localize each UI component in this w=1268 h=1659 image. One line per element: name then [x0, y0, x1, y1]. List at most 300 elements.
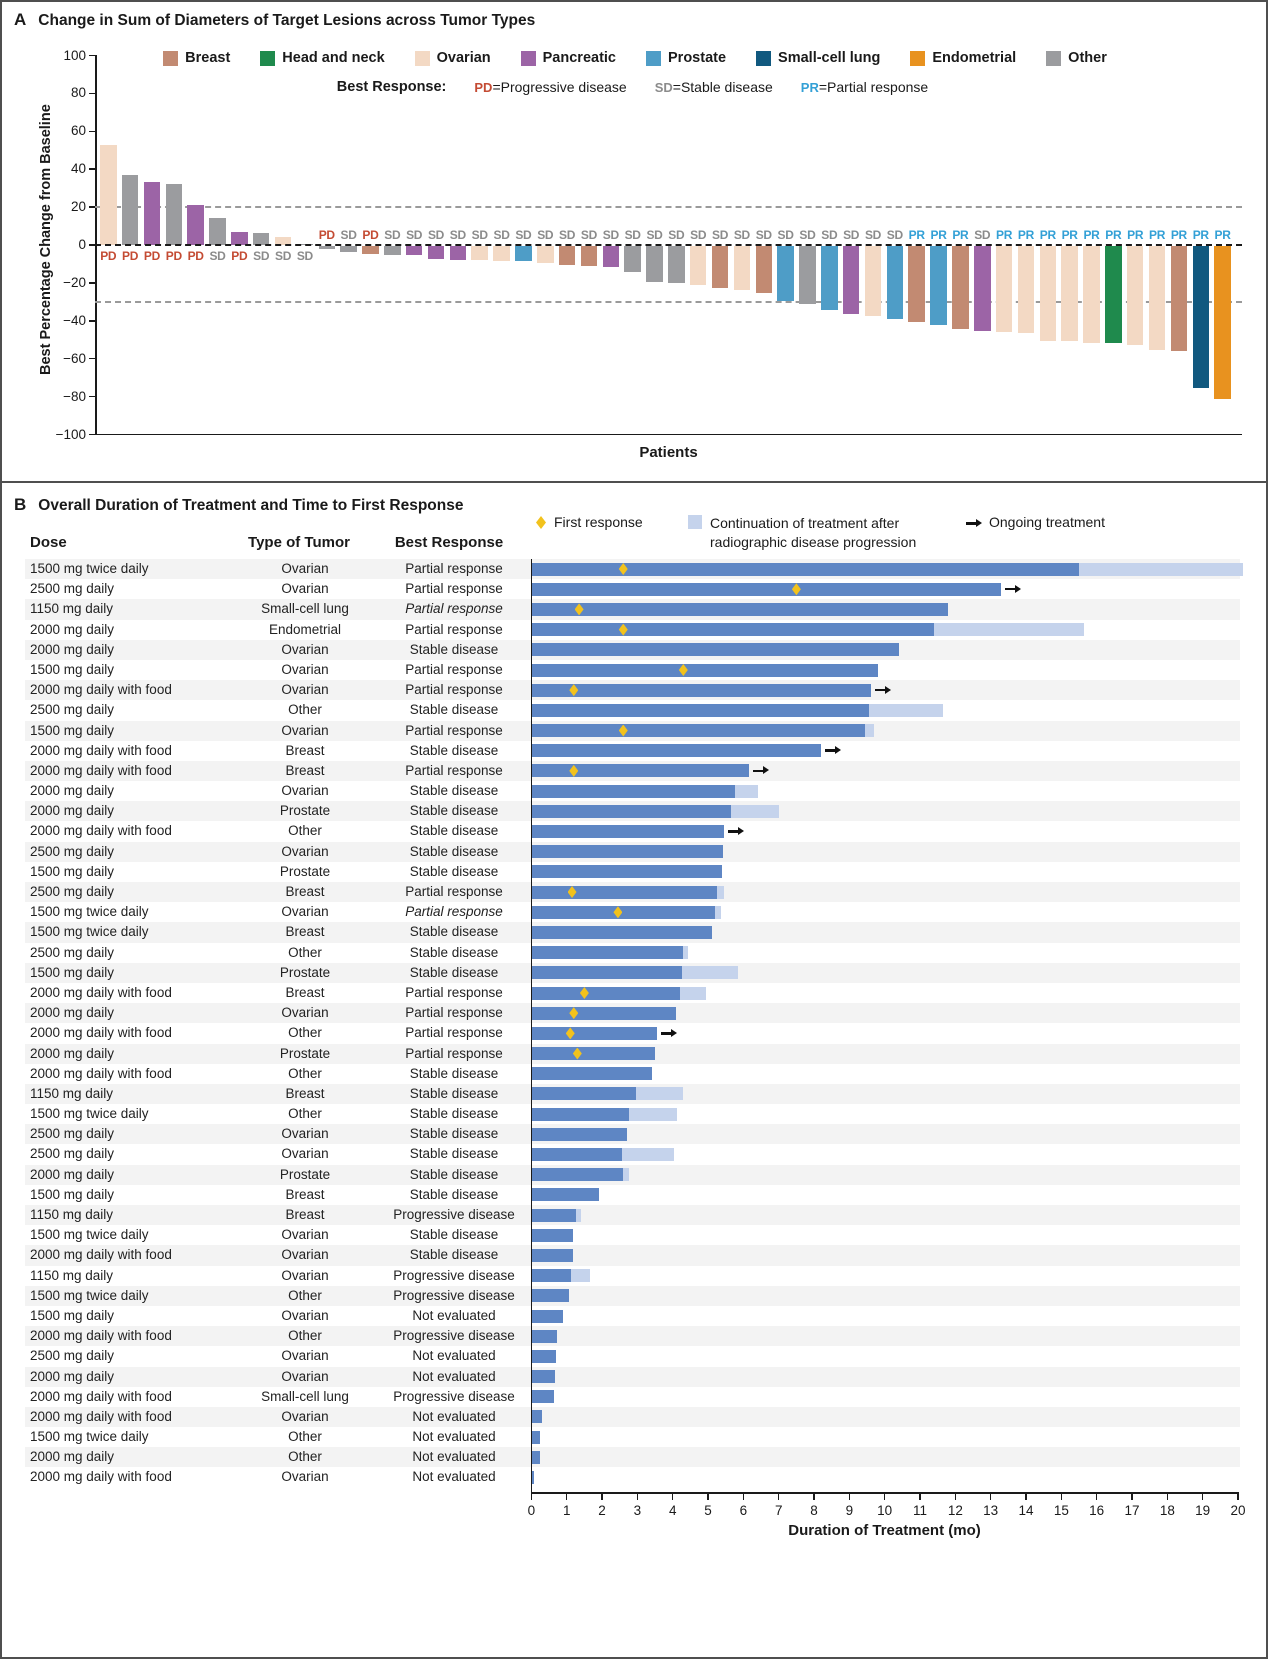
continuation-bar: [576, 1209, 581, 1222]
continuation-bar: [683, 946, 688, 959]
x-tick-mark: [743, 1493, 745, 1500]
treatment-bar: [531, 906, 715, 919]
tumor-cell: Other: [288, 1065, 322, 1081]
x-tick-mark: [1096, 1493, 1098, 1500]
x-tick-mark: [990, 1493, 992, 1500]
response-label: PR: [1083, 228, 1100, 242]
dose-cell: 1150 mg daily: [30, 1207, 114, 1222]
treatment-bar: [531, 1310, 563, 1323]
treatment-bar: [531, 1067, 651, 1080]
response-cell: Stable disease: [409, 702, 499, 718]
continuation-bar: [682, 966, 739, 979]
ongoing-arrow-icon: [728, 830, 739, 833]
response-label: SD: [646, 228, 663, 242]
x-tick-label: 17: [1124, 1503, 1140, 1518]
dose-cell: 1500 mg daily: [30, 863, 115, 879]
waterfall-bar: [996, 246, 1013, 332]
response-cell: Not evaluated: [412, 1348, 496, 1364]
dose-cell: 2500 mg daily: [30, 1146, 115, 1162]
treatment-bar: [531, 744, 821, 757]
dose-cell: 1500 mg twice daily: [30, 1227, 149, 1243]
response-label: SD: [843, 228, 860, 242]
treatment-bar: [531, 684, 870, 697]
response-label: SD: [493, 228, 510, 242]
response-label: SD: [886, 228, 903, 242]
response-cell: Stable disease: [409, 944, 499, 960]
response-label: SD: [427, 228, 445, 242]
tumor-cell: Small-cell lung: [261, 601, 349, 617]
ongoing-arrow-icon: [825, 749, 836, 752]
dose-cell: 1150 mg daily: [30, 1085, 114, 1101]
x-tick-label: 15: [1053, 1503, 1069, 1518]
panel-b-header: [14, 495, 463, 515]
treatment-bar: [531, 1027, 656, 1040]
panel-divider: [0, 481, 1268, 483]
panel-b-letter: B: [14, 495, 27, 514]
legend-ongoing: [966, 514, 1105, 530]
response-label: SD: [384, 228, 401, 242]
response-label: PR: [952, 228, 969, 242]
waterfall-bar: [187, 205, 204, 245]
tumor-cell: Ovarian: [281, 1126, 329, 1142]
x-tick-label: 9: [845, 1503, 854, 1518]
treatment-bar: [531, 966, 681, 979]
waterfall-bar: [122, 175, 139, 245]
response-label: SD: [515, 228, 532, 242]
waterfall-bar: [974, 246, 991, 331]
legend-label: Head and neck: [282, 50, 385, 66]
response-cell: Partial response: [405, 682, 503, 698]
treatment-bar: [531, 1451, 540, 1464]
y-tick-label: 100: [63, 47, 86, 63]
legend-first-response-label: First response: [554, 514, 643, 530]
treatment-bar: [531, 1431, 540, 1444]
x-tick-mark: [813, 1493, 815, 1500]
legend-label: Breast: [185, 50, 231, 66]
dose-cell: 2000 mg daily with food: [30, 1065, 172, 1081]
waterfall-bar: [712, 246, 729, 288]
x-tick-mark: [849, 1493, 851, 1500]
response-label: SD: [296, 249, 313, 263]
response-cell: Partial response: [405, 722, 503, 738]
waterfall-bar: [1083, 246, 1100, 343]
waterfall-bar: [1127, 246, 1144, 345]
tumor-cell: Breast: [285, 1186, 325, 1202]
response-label: PD: [318, 228, 335, 242]
dose-cell: 2500 mg daily: [30, 702, 115, 718]
treatment-bar: [531, 724, 864, 737]
response-label: SD: [799, 228, 816, 242]
response-cell: Partial response: [405, 984, 503, 1000]
tumor-cell: Prostate: [279, 1045, 331, 1061]
continuation-bar: [629, 1108, 677, 1121]
x-tick-label: 18: [1159, 1503, 1175, 1518]
swimmer-row: [25, 1266, 1240, 1286]
tumor-cell: Prostate: [279, 964, 331, 980]
waterfall-bar: [384, 246, 401, 255]
response-cell: Stable disease: [409, 641, 499, 657]
response-label: PD: [122, 249, 139, 263]
response-cell: Stable disease: [409, 742, 499, 758]
ongoing-arrow-icon: [1005, 588, 1016, 591]
response-label: PD: [231, 249, 248, 263]
dose-cell: 2000 mg daily: [30, 803, 115, 819]
response-cell: Progressive disease: [393, 1207, 515, 1222]
tumor-cell: Other: [288, 1106, 322, 1122]
tumor-cell: Prostate: [279, 863, 331, 879]
treatment-bar: [531, 603, 948, 616]
x-tick-mark: [531, 1493, 533, 1500]
treatment-bar: [531, 785, 734, 798]
x-tick-label: 6: [739, 1503, 748, 1518]
swimmer-row: [25, 1225, 1240, 1245]
response-label: SD: [449, 228, 466, 242]
waterfall-bar: [1040, 246, 1057, 341]
x-tick-mark: [1237, 1493, 1239, 1500]
tumor-cell: Other: [288, 944, 322, 960]
treatment-bar: [531, 1370, 555, 1383]
ongoing-arrow-icon: [661, 1032, 672, 1035]
response-label: SD: [755, 228, 772, 242]
swimmer-row: [25, 1467, 1240, 1487]
response-label: SD: [821, 228, 838, 242]
x-tick-label: 13: [983, 1503, 999, 1518]
continuation-bar: [680, 987, 706, 1000]
x-tick-mark: [1131, 1493, 1133, 1500]
response-label: PR: [1105, 228, 1122, 242]
continuation-bar: [715, 906, 721, 919]
panel-b-xlabel: Duration of Treatment (mo): [788, 1522, 981, 1539]
legend-label: Pancreatic: [542, 50, 616, 66]
ongoing-arrow-icon: [966, 522, 977, 525]
y-tick-label: −60: [63, 350, 86, 366]
tumor-cell: Ovarian: [281, 1267, 329, 1283]
response-label: SD: [537, 228, 554, 242]
y-tick-label: 20: [70, 199, 86, 215]
dose-cell: 1500 mg twice daily: [30, 904, 149, 920]
swimmer-row: [25, 741, 1240, 761]
response-label: PR: [1017, 228, 1034, 242]
waterfall-bar: [100, 145, 117, 245]
panel-b-yaxis-line: [531, 559, 533, 1493]
swimmer-row: [25, 1064, 1240, 1084]
panel-b-title: Overall Duration of Treatment and Time to First Response: [38, 497, 464, 514]
swimmer-row: [25, 963, 1240, 983]
x-tick-label: 7: [774, 1503, 783, 1518]
response-cell: Not evaluated: [412, 1449, 496, 1465]
swimmer-row: [25, 862, 1240, 882]
swimmer-row: [25, 721, 1240, 741]
response-cell: Stable disease: [409, 1065, 499, 1081]
response-label: SD: [777, 228, 794, 242]
tumor-cell: Breast: [285, 884, 325, 899]
x-tick-mark: [707, 1493, 709, 1500]
treatment-bar: [531, 1249, 572, 1262]
tumor-cell: Breast: [285, 1085, 325, 1101]
y-tick-label: −20: [63, 274, 86, 290]
tumor-cell: Ovarian: [281, 661, 329, 677]
treatment-bar: [531, 1188, 598, 1201]
response-cell: Partial response: [405, 1045, 503, 1061]
best-response-prefix: Best Response:: [336, 79, 447, 95]
response-label: SD: [340, 228, 357, 242]
tumor-cell: Prostate: [279, 1166, 331, 1182]
dose-cell: 2000 mg daily with food: [30, 1247, 172, 1263]
treatment-bar: [531, 583, 1001, 596]
dose-cell: 1500 mg twice daily: [30, 1106, 149, 1122]
continuation-bar: [865, 724, 875, 737]
response-cell: Not evaluated: [412, 1429, 496, 1445]
continuation-bar: [731, 805, 779, 818]
response-label: SD: [406, 228, 423, 242]
best-response-item-SD: SD=Stable disease: [654, 79, 773, 95]
response-label: PD: [165, 249, 182, 263]
response-cell: Stable disease: [409, 863, 499, 879]
treatment-bar: [531, 926, 712, 939]
x-tick-mark: [1061, 1493, 1063, 1500]
legend-label: Small-cell lung: [778, 50, 881, 66]
response-cell: Progressive disease: [393, 1388, 515, 1404]
tumor-cell: Ovarian: [281, 1146, 329, 1162]
response-label: PR: [996, 228, 1013, 242]
best-response-item-PR: PR=Partial response: [800, 79, 929, 95]
dose-cell: 2000 mg daily: [30, 621, 115, 637]
swimmer-row: [25, 922, 1240, 942]
treatment-bar: [531, 1269, 571, 1282]
dose-cell: 2500 mg daily: [30, 1126, 115, 1142]
x-tick-label: 5: [704, 1503, 712, 1518]
continuation-bar: [571, 1269, 589, 1282]
swimmer-row: [25, 983, 1240, 1003]
swimmer-row: [25, 599, 1240, 619]
dose-cell: 2500 mg daily: [30, 843, 115, 859]
swimmer-row: [25, 842, 1240, 862]
waterfall-bar: [799, 246, 816, 304]
treatment-bar: [531, 865, 722, 878]
continuation-bar: [623, 1168, 629, 1181]
swimmer-row: [25, 943, 1240, 963]
response-cell: Stable disease: [409, 924, 499, 940]
waterfall-bar: [646, 246, 663, 282]
response-cell: Progressive disease: [393, 1287, 515, 1303]
treatment-bar: [531, 623, 934, 636]
swimmer-row: [25, 660, 1240, 680]
response-cell: Stable disease: [409, 1166, 499, 1182]
swimmer-row: [25, 579, 1240, 599]
response-cell: Not evaluated: [412, 1307, 496, 1323]
y-tick-label: 60: [70, 123, 86, 139]
treatment-bar: [531, 1108, 629, 1121]
waterfall-bar: [406, 246, 423, 255]
swimmer-row: [25, 882, 1240, 902]
swimmer-row: [25, 902, 1240, 922]
tumor-cell: Endometrial: [268, 621, 342, 637]
x-tick-label: 19: [1195, 1503, 1211, 1518]
waterfall-bar: [450, 246, 467, 260]
swimmer-row: [25, 1003, 1240, 1023]
treatment-bar: [531, 1410, 542, 1423]
waterfall-bar: [1149, 246, 1166, 350]
dose-cell: 1500 mg daily: [30, 722, 115, 738]
dose-cell: 2000 mg daily with food: [30, 1388, 172, 1404]
response-cell: Not evaluated: [412, 1368, 496, 1384]
response-cell: Stable disease: [409, 1186, 499, 1202]
panel-a-title: Change in Sum of Diameters of Target Lesions across Tumor Types: [38, 12, 536, 29]
response-label: PR: [1192, 228, 1209, 242]
swimmer-row: [25, 1367, 1240, 1387]
dose-cell: 2000 mg daily with food: [30, 742, 172, 758]
dose-cell: 2000 mg daily with food: [30, 1328, 172, 1344]
tumor-cell: Other: [288, 702, 322, 718]
tumor-cell: Other: [288, 1328, 322, 1344]
dose-cell: 1500 mg twice daily: [30, 1287, 149, 1303]
treatment-bar: [531, 1047, 655, 1060]
waterfall-bar: [209, 218, 226, 245]
y-tick-label: 0: [78, 237, 86, 252]
x-tick-label: 3: [633, 1503, 642, 1518]
dose-cell: 1150 mg daily: [30, 601, 114, 617]
treatment-bar: [531, 1007, 676, 1020]
dose-cell: 2000 mg daily: [30, 1045, 115, 1061]
swimmer-row: [25, 1023, 1240, 1043]
waterfall-bar: [865, 246, 882, 316]
x-tick-label: 20: [1230, 1503, 1246, 1518]
continuation-bar: [869, 704, 943, 717]
swimmer-row: [25, 761, 1240, 781]
dose-cell: 2000 mg daily: [30, 1449, 115, 1465]
dose-cell: 1500 mg twice daily: [30, 924, 149, 940]
dose-cell: 2000 mg daily with food: [30, 682, 172, 698]
swimmer-row: [25, 781, 1240, 801]
swimmer-row: [25, 620, 1240, 640]
response-cell: Stable disease: [409, 1106, 499, 1122]
tumor-cell: Breast: [285, 924, 325, 940]
treatment-bar: [531, 664, 877, 677]
response-label: PR: [1170, 228, 1187, 242]
response-label: PR: [1149, 228, 1166, 242]
tumor-cell: Breast: [285, 742, 325, 758]
response-cell: Partial response: [405, 561, 503, 576]
tumor-cell: Ovarian: [281, 1469, 329, 1485]
response-label: SD: [580, 228, 597, 242]
response-cell: Partial response: [405, 661, 503, 677]
response-cell: Partial response: [405, 904, 503, 920]
waterfall-bar: [930, 246, 947, 325]
response-label: SD: [275, 249, 292, 263]
response-cell: Partial response: [405, 581, 503, 597]
dose-cell: 2000 mg daily with food: [30, 762, 172, 778]
panel-a-header: [14, 10, 535, 30]
y-tick-label: −80: [63, 388, 86, 404]
swimmer-row: [25, 640, 1240, 660]
column-header-response: Best Response: [394, 534, 504, 551]
dose-cell: 1500 mg daily: [30, 964, 115, 980]
response-cell: Partial response: [405, 621, 503, 637]
waterfall-bar: [144, 182, 161, 245]
waterfall-bar: [1105, 246, 1122, 343]
waterfall-bar: [559, 246, 576, 265]
y-tick-label: 80: [70, 85, 86, 101]
waterfall-bar: [319, 246, 336, 249]
waterfall-bar: [1171, 246, 1188, 351]
treatment-bar: [531, 1209, 575, 1222]
response-cell: Stable disease: [409, 964, 499, 980]
response-cell: Stable disease: [409, 1227, 499, 1243]
response-cell: Partial response: [405, 1005, 503, 1021]
waterfall-bar: [821, 246, 838, 310]
response-label: PR: [1127, 228, 1144, 242]
response-cell: Partial response: [405, 1025, 503, 1041]
treatment-bar: [531, 886, 716, 899]
response-cell: Progressive disease: [393, 1328, 515, 1344]
x-tick-label: 10: [877, 1503, 893, 1518]
legend-label: Prostate: [668, 50, 727, 66]
dose-cell: 1150 mg daily: [30, 1267, 114, 1283]
swimmer-row: [25, 1387, 1240, 1407]
waterfall-bar: [908, 246, 925, 322]
x-tick-mark: [1025, 1493, 1027, 1500]
dose-cell: 1500 mg daily: [30, 1186, 115, 1202]
dose-cell: 2500 mg daily: [30, 581, 115, 597]
tumor-cell: Other: [288, 1429, 322, 1445]
tumor-cell: Ovarian: [281, 581, 329, 597]
tumor-cell: Ovarian: [281, 1368, 329, 1384]
treatment-bar: [531, 1289, 568, 1302]
swimmer-row: [25, 1124, 1240, 1144]
y-tick-label: 40: [70, 161, 86, 177]
x-tick-label: 12: [947, 1503, 963, 1518]
dose-cell: 2500 mg daily: [30, 1348, 115, 1364]
response-cell: Not evaluated: [412, 1469, 496, 1485]
response-cell: Stable disease: [409, 823, 499, 839]
response-cell: Stable disease: [409, 1126, 499, 1142]
treatment-bar: [531, 1350, 556, 1363]
dose-cell: 1500 mg twice daily: [30, 1429, 149, 1445]
waterfall-bar: [581, 246, 598, 266]
tumor-cell: Ovarian: [281, 641, 329, 657]
swimmer-row: [25, 801, 1240, 821]
swimmer-row: [25, 1407, 1240, 1427]
response-label: PD: [143, 249, 160, 263]
waterfall-bar: [603, 246, 620, 267]
response-label: PR: [1039, 228, 1056, 242]
legend-continuation: [688, 514, 916, 552]
tumor-cell: Other: [288, 1287, 322, 1303]
tumor-cell: Breast: [285, 984, 325, 1000]
waterfall-bar: [537, 246, 554, 263]
legend-ongoing-label: Ongoing treatment: [989, 514, 1105, 530]
panel-a-ylabel: Best Percentage Change from Baseline: [38, 104, 54, 375]
treatment-bar: [531, 1330, 556, 1343]
response-label: PR: [930, 228, 947, 242]
x-tick-label: 1: [562, 1503, 571, 1518]
waterfall-bar: [756, 246, 773, 293]
continuation-bar: [934, 623, 1084, 636]
tumor-cell: Breast: [285, 1207, 325, 1222]
x-tick-mark: [566, 1493, 568, 1500]
best-response-item-PD: PD=Progressive disease: [474, 79, 627, 95]
continuation-bar: [636, 1087, 684, 1100]
dose-cell: 1500 mg twice daily: [30, 561, 149, 576]
continuation-bar: [735, 785, 758, 798]
waterfall-bar: [1193, 246, 1210, 388]
dose-cell: 2000 mg daily: [30, 783, 115, 799]
waterfall-bar: [734, 246, 751, 290]
dose-cell: 2000 mg daily with food: [30, 1408, 172, 1424]
tumor-cell: Small-cell lung: [261, 1388, 349, 1404]
treatment-bar: [531, 1128, 626, 1141]
swimmer-row: [25, 1044, 1240, 1064]
